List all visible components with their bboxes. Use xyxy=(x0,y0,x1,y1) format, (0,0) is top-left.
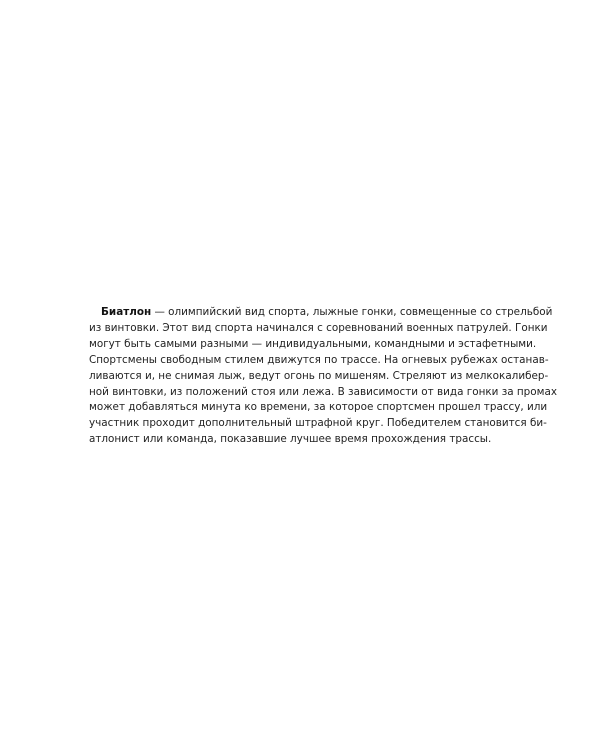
article-paragraph xyxy=(89,305,557,448)
paragraph-line-9: атлонист или команда, показавшие лучшее время прохождения трассы. xyxy=(89,433,492,446)
paragraph-line-1 xyxy=(89,305,553,321)
article-term: Биатлон xyxy=(101,306,152,318)
paragraph-line-6: ной винтовки, из положений стоя или лежа. В зависимости от вида гонки за промах xyxy=(89,385,557,398)
paragraph-line-4: Спортсмены свободным стилем движутся по трассе. На огневых рубежах останав- xyxy=(89,353,549,366)
paragraph-line-8: участник проходит дополнительный штрафной круг. Победителем становится би- xyxy=(89,417,547,430)
paragraph-line-1-text: — олимпийский вид спорта, лыжные гонки, совмещенные со стрельбой xyxy=(154,306,553,318)
paragraph-line-7: может добавляться минута ко времени, за которое спортсмен прошел трассу, или xyxy=(89,401,548,414)
paragraph-line-5: ливаются и, не снимая лыж, ведут огонь по мишеням. Стреляют из мелкокалибер- xyxy=(89,369,549,382)
paragraph-line-3: могут быть самыми разными — индивидуальными, командными и эстафетными. xyxy=(89,337,537,350)
paragraph-line-2: из винтовки. Этот вид спорта начинался с соревнований военных патрулей. Гонки xyxy=(89,321,548,334)
